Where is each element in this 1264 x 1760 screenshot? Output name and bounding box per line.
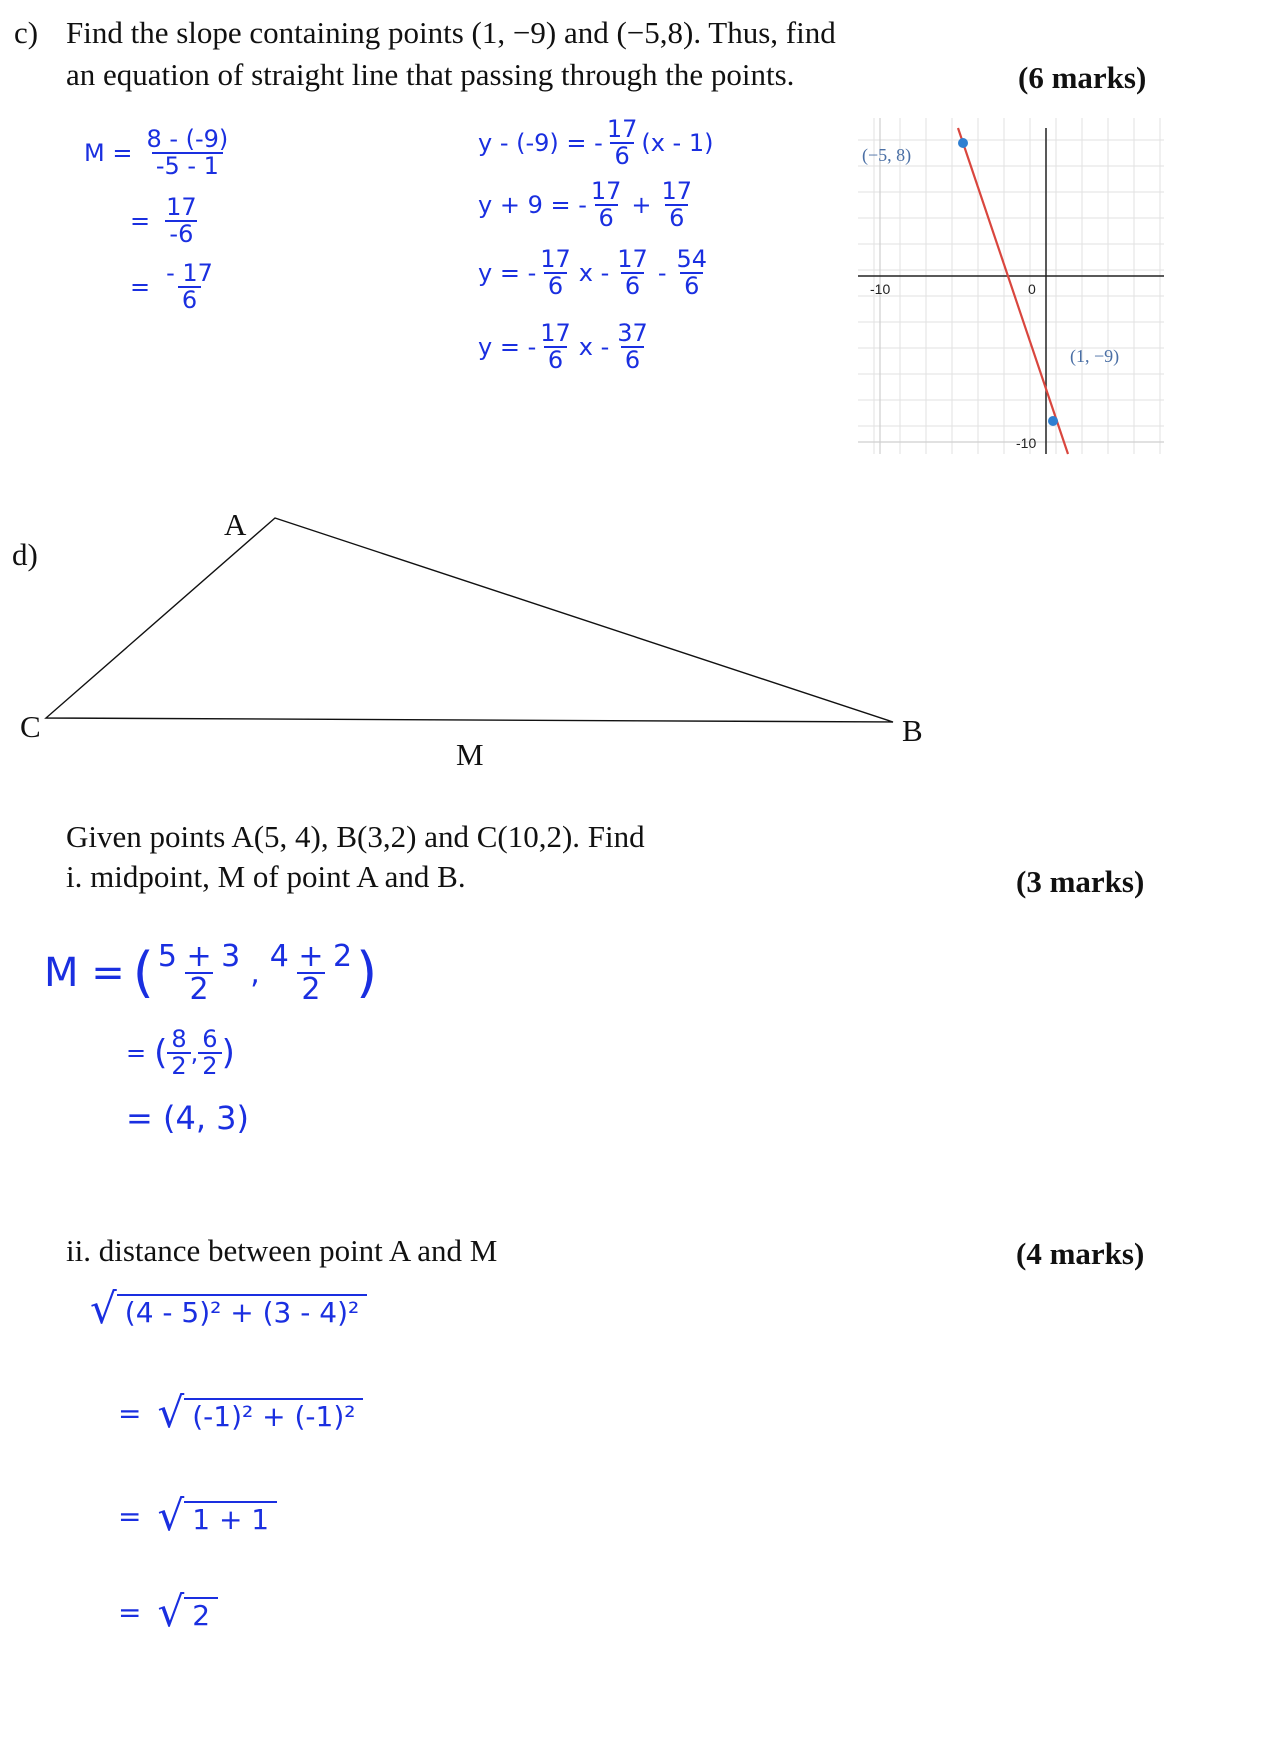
midpoint-s-den-2: 2 (198, 1052, 221, 1079)
midpoint-result: = (4, 3) (126, 1099, 250, 1137)
distance-eq-4: = (118, 1595, 142, 1629)
part-d-label: d) (12, 537, 38, 572)
slope-den-1: -5 - 1 (152, 152, 223, 179)
graph-point-neg5-8 (958, 138, 968, 148)
line-eq-4-den-1: 6 (544, 346, 567, 373)
graph-point-1-neg9 (1048, 416, 1058, 426)
graph-tick-x-neg10: -10 (870, 281, 891, 297)
distance-eq-2: = (118, 1396, 142, 1430)
line-eq-step-1 (478, 112, 713, 174)
line-eq-2-lhs: y + 9 = - (478, 191, 587, 219)
part-d-i-question: i. midpoint, M of point A and B. (66, 859, 466, 894)
line-eq-1-lhs: y - (-9) = - (478, 129, 603, 157)
distance-radicand-1: (4 - 5)² + (3 - 4)² (117, 1294, 367, 1358)
distance-step-4: √ 2 (157, 1591, 218, 1633)
line-eq-4-frac-2 (613, 318, 652, 374)
line-eq-3-mid: x - (578, 259, 610, 287)
line-eq-1-frac (603, 114, 642, 170)
slope-den-3: 6 (178, 286, 201, 313)
line-eq-3-lhs: y = - (478, 259, 537, 287)
midpoint-m-label: M = (44, 950, 125, 996)
line-eq-3-num-1: 17 (540, 244, 571, 273)
midpoint-y-den: 2 (297, 972, 324, 1006)
line-eq-step-2 (478, 174, 713, 236)
part-c-question-line1: Find the slope containing points (1, −9) and (−5,8). Thus, find (66, 15, 836, 50)
distance-step-2: √ (-1)² + (-1)² (157, 1392, 363, 1434)
midpoint-simplified-y (198, 1024, 221, 1080)
slope-eq-3: = (130, 273, 151, 301)
slope-num-3: - 17 (166, 258, 213, 287)
midpoint-s-den-1: 2 (167, 1052, 190, 1079)
line-eq-3-num-3: 54 (676, 244, 708, 273)
graph-point-label-1: (−5, 8) (862, 145, 912, 165)
distance-step-1: √ (4 - 5)² + (3 - 4)² (90, 1288, 367, 1358)
vertex-b-label: B (902, 713, 923, 748)
midpoint-s-num-1: 8 (171, 1024, 187, 1053)
part-d-ii-marks: (4 marks) (1016, 1236, 1145, 1271)
midpoint-x-num: 5 + 3 (157, 938, 241, 974)
distance-step-3: √ 1 + 1 (157, 1495, 277, 1537)
line-eq-2-frac-2 (658, 176, 697, 232)
line-eq-2-num-2: 17 (661, 176, 693, 205)
line-eq-3-den-2: 6 (621, 272, 644, 299)
line-equation-working (478, 112, 713, 384)
line-eq-2-frac-1 (587, 176, 626, 232)
vertex-m-label: M (456, 737, 484, 772)
midpoint-x-den: 2 (185, 972, 212, 1006)
line-eq-step-4 (478, 310, 713, 384)
line-eq-1-rhs: (x - 1) (641, 129, 714, 157)
distance-radicand-3: 1 + 1 (184, 1501, 277, 1537)
slope-den-2: -6 (165, 220, 197, 247)
graph-line (958, 128, 1068, 454)
slope-fraction-1 (142, 124, 232, 180)
distance-eq-3: = (118, 1499, 142, 1533)
distance-radicand-4: 2 (184, 1597, 218, 1633)
line-eq-2-num-1: 17 (590, 176, 622, 205)
midpoint-eq: = (126, 1039, 147, 1067)
line-eq-step-3 (478, 236, 713, 310)
part-c-marks: (6 marks) (1018, 60, 1147, 95)
line-eq-4-lhs: y = - (478, 333, 537, 361)
line-eq-3-den-3: 6 (680, 272, 703, 299)
line-eq-4-num-2: 37 (617, 318, 648, 347)
line-graph (858, 118, 1164, 458)
part-d-i-marks: (3 marks) (1016, 864, 1145, 899)
slope-num-1: 8 - (-9) (146, 124, 229, 153)
midpoint-simplified-x (167, 1024, 190, 1080)
slope-fraction-3 (162, 258, 217, 314)
part-d-ii-question: ii. distance between point A and M (66, 1233, 498, 1268)
slope-eq-2: = (130, 207, 151, 235)
line-eq-3-frac-1 (536, 244, 575, 300)
triangle-abc (46, 518, 893, 722)
line-eq-4-frac-1 (536, 318, 575, 374)
midpoint-s-num-2: 6 (202, 1024, 218, 1053)
line-eq-4-den-2: 6 (621, 346, 644, 373)
line-eq-2-plus: + (631, 191, 652, 219)
line-eq-4-mid: x - (578, 333, 610, 361)
line-eq-3-minus: - (657, 259, 667, 287)
slope-working (84, 118, 232, 320)
graph-tick-origin: 0 (1028, 281, 1036, 297)
vertex-c-label: C (20, 709, 41, 744)
line-eq-2-den-1: 6 (595, 204, 618, 231)
line-eq-2-den-2: 6 (665, 204, 688, 231)
line-eq-3-frac-2 (613, 244, 652, 300)
slope-fraction-2 (162, 192, 201, 248)
vertex-a-label: A (224, 507, 247, 542)
slope-num-2: 17 (166, 192, 197, 221)
line-eq-1-num: 17 (606, 114, 638, 143)
part-d-given: Given points A(5, 4), B(3,2) and C(10,2). Find (66, 819, 645, 854)
line-eq-3-den-1: 6 (544, 272, 567, 299)
part-c-label: c) (14, 15, 39, 50)
midpoint-frac-x (154, 938, 244, 1007)
midpoint-y-num: 4 + 2 (269, 938, 353, 974)
graph-point-label-2: (1, −9) (1070, 346, 1120, 366)
line-eq-3-frac-3 (673, 244, 712, 300)
midpoint-working: M = ( $\frac{5 + 3}{2}$ , $\frac{4 + 2}{2}$ ) = ( $\frac{8}{2}$ , $\frac{6}{2}$ ) = (4, 3) (44, 930, 377, 1146)
midpoint-frac-y (266, 938, 356, 1007)
line-eq-3-num-2: 17 (617, 244, 648, 273)
line-eq-4-num-1: 17 (540, 318, 571, 347)
slope-m-label: M = (84, 139, 133, 167)
line-eq-1-den: 6 (610, 142, 633, 169)
graph-tick-y-neg10: -10 (1016, 435, 1037, 451)
part-c-question-line2: an equation of straight line that passing through the points. (66, 57, 795, 92)
distance-radicand-2: (-1)² + (-1)² (184, 1398, 363, 1434)
distance-working (90, 1284, 367, 1660)
